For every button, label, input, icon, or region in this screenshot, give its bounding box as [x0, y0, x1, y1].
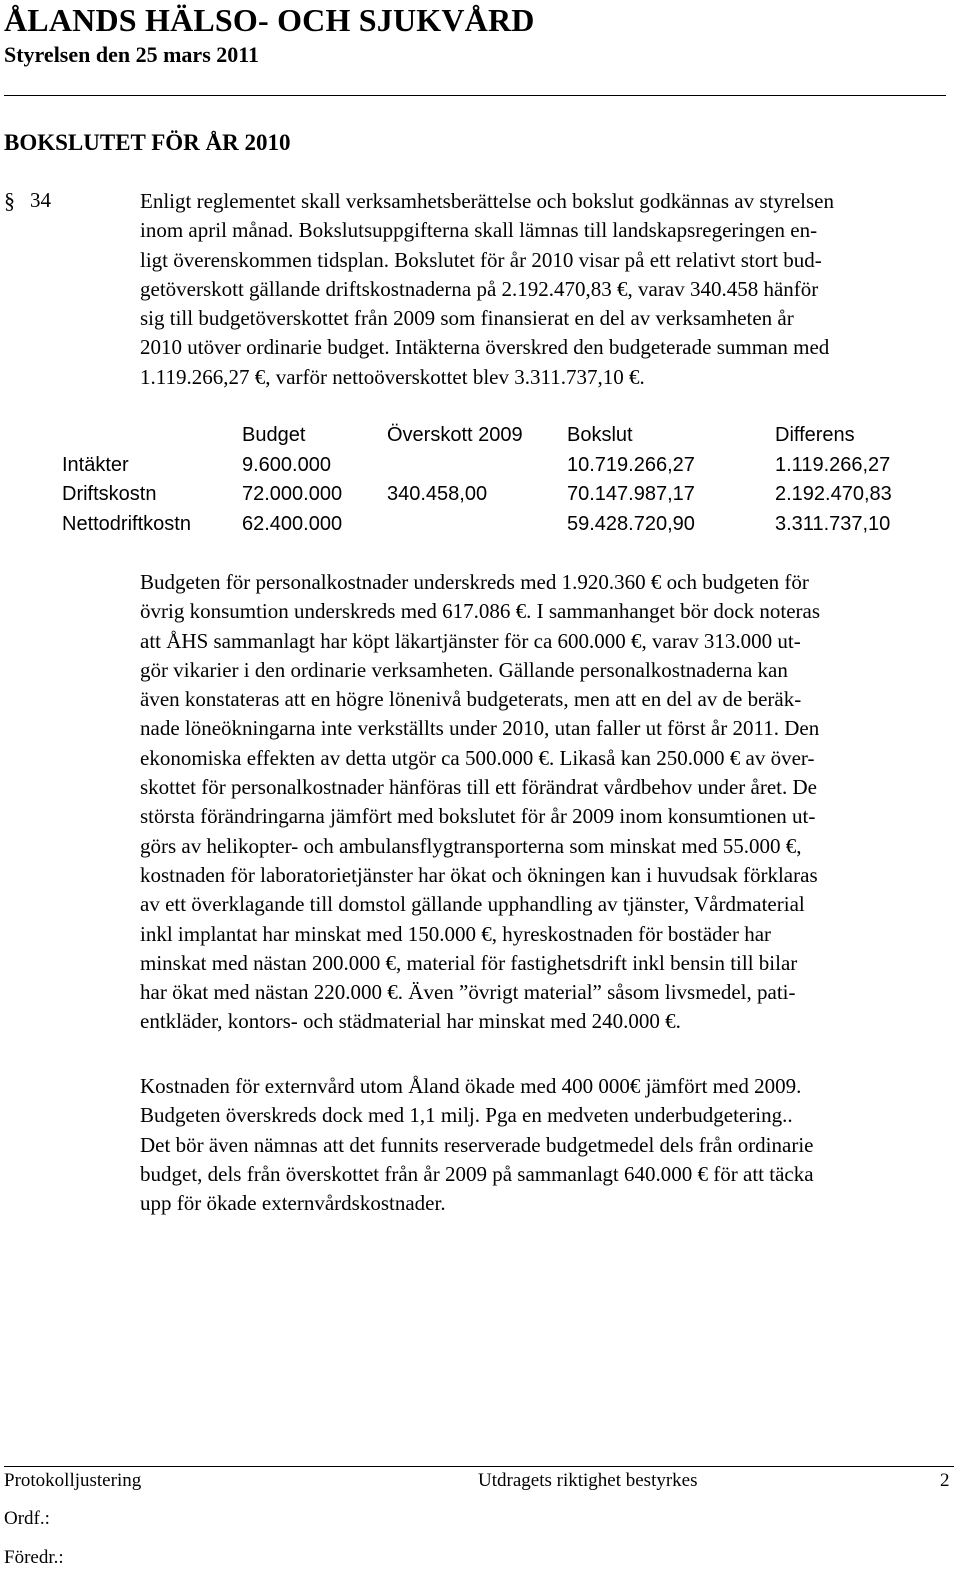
table-cell [387, 451, 567, 481]
table-header-cell: Överskott 2009 [387, 424, 523, 447]
table-header-cell: Budget [242, 424, 306, 447]
table-cell: 59.428.720,90 [567, 512, 695, 535]
table-cell [387, 510, 567, 540]
text-line: Enligt reglementet skall verksamhetsberättelse och bokslut godkännas av styrelsen [140, 189, 834, 213]
text-line: 1.119.266,27 €, varför nettoöverskottet blev 3.311.737,10 €. [140, 364, 645, 389]
text-line: Kostnaden för externvård utom Åland ökade med 400 000€ jämfört med 2009. [140, 1074, 802, 1098]
table-cell: 1.119.266,27 [775, 453, 891, 476]
table-row [62, 510, 925, 540]
text-line: Budgeten överskreds dock med 1,1 milj. Pga en medveten underbudgetering.. [140, 1103, 793, 1128]
table-cell: 72.000.000 [242, 483, 343, 506]
text-line: att ÅHS sammanlagt har köpt läkartjänster för ca 600.000 €, varav 313.000 ut- [140, 628, 801, 653]
text-line: har ökat med nästan 220.000 €. Även ”övrigt material” såsom livsmedel, pati- [140, 980, 796, 1005]
table-cell: 3.311.737,10 [775, 512, 891, 535]
table-header-cell: Differens [775, 424, 855, 447]
table-header-cell: Bokslut [567, 424, 633, 447]
text-line: övrig konsumtion underskreds med 617.086 €. I sammanhanget bör dock noteras [140, 599, 821, 624]
footer-presenter-label: Föredr.: [4, 1547, 64, 1568]
text-line: även konstateras att en högre lönenivå budgeterats, men att en del av de beräk- [140, 687, 802, 712]
text-line: entkläder, kontors- och städmaterial har minskat med 240.000 €. [140, 1009, 681, 1034]
paragraph-mark: § [4, 188, 15, 213]
header-divider [4, 95, 946, 96]
text-line: minskat med nästan 200.000 €, material för fastighetsdrift inkl bensin till bilar [140, 950, 798, 975]
personnel-costs-paragraph [140, 568, 952, 1037]
meeting-date: Styrelsen den 25 mars 2011 [4, 42, 260, 67]
table-row [62, 480, 925, 510]
footer-chair-label: Ordf.: [4, 1508, 50, 1529]
table-header-row [62, 421, 925, 451]
table-cell: 9.600.000 [242, 453, 331, 476]
text-line: Det bör även nämnas att det funnits reserverade budgetmedel dels från ordinarie [140, 1132, 814, 1157]
table-row [62, 451, 925, 481]
text-line: Budgeten för personalkostnader underskreds med 1.920.360 € och budgeten för [140, 570, 809, 594]
intro-paragraph [140, 187, 952, 392]
text-line: upp för ökade externvårdskostnader. [140, 1191, 446, 1216]
budget-table [62, 421, 925, 539]
text-line: ligt överenskommen tidsplan. Bokslutet för år 2010 visar på ett relativt stort bud- [140, 247, 822, 272]
table-cell: 62.400.000 [242, 512, 343, 535]
table-cell: 10.719.266,27 [567, 453, 695, 476]
text-line: görs av helikopter- och ambulansflygtransporterna som minskat med 55.000 €, [140, 833, 802, 858]
footer-certification: Utdragets riktighet bestyrkes [478, 1470, 698, 1491]
section-title: BOKSLUTET FÖR ÅR 2010 [4, 130, 291, 155]
page-number: 2 [940, 1470, 950, 1491]
table-cell: 340.458,00 [387, 483, 488, 506]
organization-name: ÅLANDS HÄLSO- OCH SJUKVÅRD [4, 2, 535, 38]
text-line: sig till budgetöverskottet från 2009 som finansierat en del av verksamheten år [140, 306, 794, 331]
text-line: 2010 utöver ordinarie budget. Intäkterna överskred den budgeterade summan med [140, 335, 830, 360]
table-cell: Intäkter [62, 453, 129, 476]
table-cell: 2.192.470,83 [775, 483, 892, 506]
text-line: största förändringarna jämfört med bokslutet för år 2009 inom konsumtionen ut- [140, 804, 816, 829]
external-care-paragraph [140, 1072, 952, 1218]
text-line: inkl implantat har minskat med 150.000 €, hyreskostnaden för bostäder har [140, 921, 772, 946]
text-line: nade löneökningarna inte verkställts under 2010, utan faller ut först år 2011. Den [140, 716, 820, 741]
text-line: getöverskott gällande driftskostnaderna på 2.192.470,83 €, varav 340.458 hänför [140, 276, 819, 301]
table-cell: 70.147.987,17 [567, 483, 695, 506]
text-line: skottet för personalkostnader hänföras till ett förändrat vårdbehov under året. De [140, 775, 818, 800]
text-line: ekonomiska effekten av detta utgör ca 500.000 €. Likaså kan 250.000 € av över- [140, 745, 815, 770]
text-line: av ett överklagande till domstol gällande upphandling av tjänster, Vårdmaterial [140, 892, 805, 917]
text-line: budget, dels från överskottet från år 2009 på sammanlagt 640.000 € för att täcka [140, 1161, 814, 1186]
paragraph-number: 34 [30, 188, 51, 212]
footer-divider [4, 1466, 954, 1467]
table-cell: Driftskostn [62, 483, 157, 506]
text-line: gör vikarier i den ordinarie verksamheten. Gällande personalkostnaderna kan [140, 657, 788, 682]
table-header-cell [62, 421, 242, 451]
footer-protocol-check: Protokolljustering [4, 1470, 142, 1491]
table-cell: Nettodriftkostn [62, 512, 191, 535]
text-line: inom april månad. Bokslutsuppgifterna skall lämnas till landskapsregeringen en- [140, 218, 818, 243]
text-line: kostnaden för laboratorietjänster har ökat och ökningen kan i huvudsak förklaras [140, 862, 818, 887]
